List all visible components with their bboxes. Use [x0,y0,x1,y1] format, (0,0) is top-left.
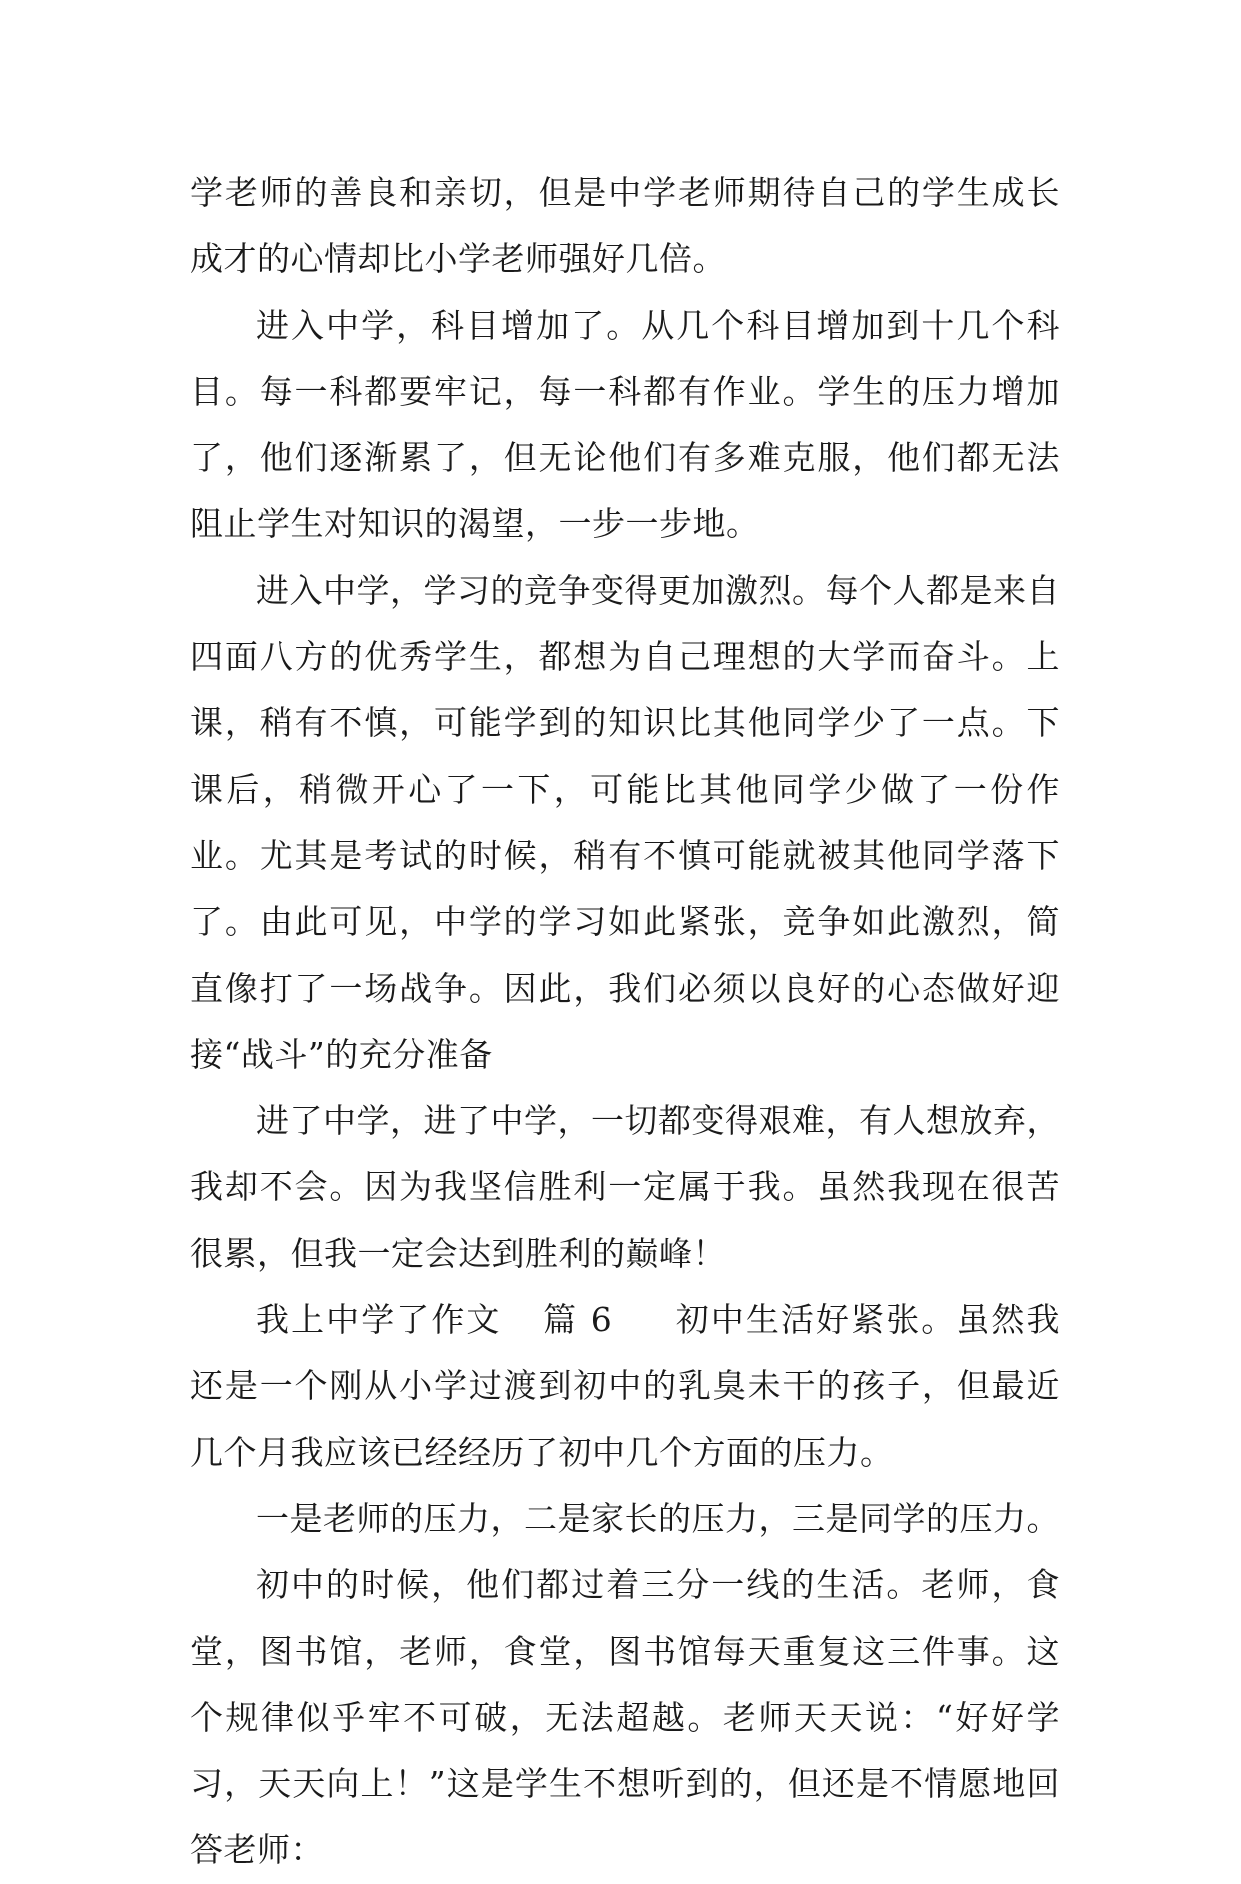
paragraph-competition: 进入中学，学习的竞争变得更加激烈。每个人都是来自四面八方的优秀学生，都想为自己理想的大学而奋斗。上课，稍有不慎，可能学到的知识比其他同学少了一点。下课后，稍微开心了一下，可能比其他同学少做了一份作业。尤其是考试的时候，稍有不慎可能就被其他同学落下了。由此可见，中学的学习如此紧张，竞争如此激烈，简直像打了一场战争。因此，我们必须以良好的心态做好迎接“战斗”的充分准备 [190,570,1060,1074]
section-title: 我上中学了作文 [256,1300,502,1340]
paragraph-subjects: 进入中学，科目增加了。从几个科目增加到十几个科目。每一科都要牢记，每一科都有作业。学生的压力增加了，他们逐渐累了，但无论他们有多难克服，他们都无法阻止学生对知识的渴望，一步一步地。 [190,305,1060,544]
paragraph-determination: 进了中学，进了中学，一切都变得艰难，有人想放弃，我却不会。因为我坚信胜利一定属于我。虽然我现在很苦很累，但我一定会达到胜利的巅峰！ [190,1101,1060,1273]
document-body [190,160,1060,1884]
paragraph-pressures: 一是老师的压力，二是家长的压力，三是同学的压力。 [256,1498,1060,1538]
paragraph-continuation: 学老师的善良和亲切，但是中学老师期待自己的学生成长成才的心情却比小学老师强好几倍。 [190,173,1060,279]
section-paragraph [190,1287,1060,1486]
section-first-text: 初中生活好紧张。虽然我还是一个刚从小学过渡到初中的乳臭未干的孩子，但最近几个月我应该已经经历了初中几个方面的压力。 [190,1300,1060,1472]
section-number: 篇 6 [541,1300,613,1340]
paragraph-routine: 初中的时候，他们都过着三分一线的生活。老师，食堂，图书馆，老师，食堂，图书馆每天重复这三件事。这个规律似乎牢不可破，无法超越。老师天天说：“好好学习，天天向上！”这是学生不想听到的，但还是不情愿地回答老师： [190,1565,1060,1870]
